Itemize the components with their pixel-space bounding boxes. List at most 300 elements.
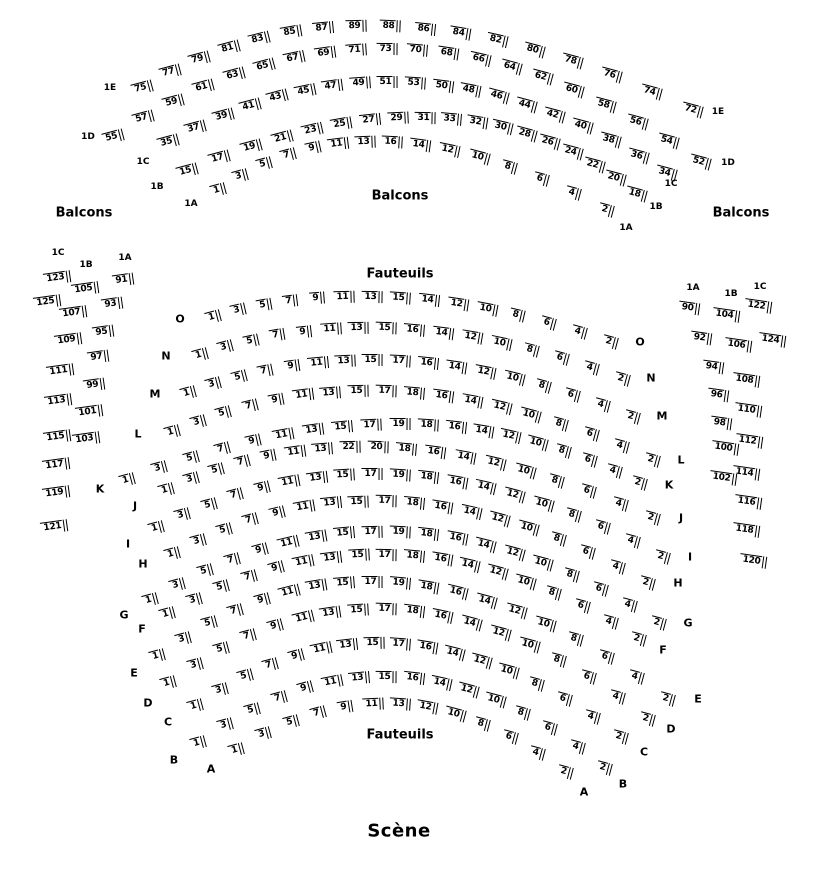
seat-1E-87[interactable] xyxy=(312,21,334,35)
seat-C-3[interactable] xyxy=(211,682,229,697)
seat-M-4[interactable] xyxy=(593,397,611,412)
seat-1B-29[interactable] xyxy=(387,111,408,124)
seat-I-13[interactable] xyxy=(306,470,328,484)
seat-1D-56[interactable] xyxy=(625,113,648,130)
seat-1A-2[interactable] xyxy=(597,202,615,217)
seat-1D-62[interactable] xyxy=(530,69,553,86)
seat-E-11[interactable] xyxy=(277,584,300,601)
seat-1D-65[interactable] xyxy=(252,57,275,74)
seat-O-3[interactable] xyxy=(230,303,247,318)
seat-M-17[interactable] xyxy=(389,354,411,367)
seat-O-14[interactable] xyxy=(418,293,440,307)
seat-1D-67[interactable] xyxy=(283,50,306,66)
seat-J-4[interactable] xyxy=(611,496,629,511)
seat-K-11[interactable] xyxy=(271,427,294,443)
seat-H-6[interactable] xyxy=(578,544,596,559)
seat-side-116[interactable] xyxy=(734,494,762,510)
seat-D-9[interactable] xyxy=(267,618,285,633)
seat-1A-13[interactable] xyxy=(354,135,375,148)
seat-side-94[interactable] xyxy=(702,360,724,375)
seat-1A-5[interactable] xyxy=(255,157,273,172)
seat-1C-48[interactable] xyxy=(459,82,482,98)
seat-1A-14[interactable] xyxy=(409,137,431,152)
seat-K-19[interactable] xyxy=(389,418,410,430)
seat-1E-84[interactable] xyxy=(449,26,472,41)
seat-1A-1[interactable] xyxy=(209,182,227,197)
seat-H-8[interactable] xyxy=(549,531,567,546)
seat-I-4[interactable] xyxy=(623,533,641,548)
seat-O-5[interactable] xyxy=(256,298,273,312)
seat-N-7[interactable] xyxy=(269,328,286,342)
seat-N-10[interactable] xyxy=(489,335,512,351)
seat-D-17[interactable] xyxy=(375,603,396,616)
seat-M-14[interactable] xyxy=(445,359,467,374)
seat-1C-43[interactable] xyxy=(266,89,289,106)
seat-side-109[interactable] xyxy=(54,332,82,348)
seat-N-3[interactable] xyxy=(217,339,235,354)
seat-J-11[interactable] xyxy=(284,444,306,459)
seat-I-16[interactable] xyxy=(445,474,468,489)
seat-D-12[interactable] xyxy=(488,624,511,641)
seat-D-10[interactable] xyxy=(517,637,540,654)
seat-J-3[interactable] xyxy=(182,472,200,487)
seat-H-5[interactable] xyxy=(215,522,233,537)
seat-1A-8[interactable] xyxy=(501,159,519,174)
seat-side-124[interactable] xyxy=(758,332,786,348)
seat-F-11[interactable] xyxy=(292,554,315,570)
seat-side-123[interactable] xyxy=(43,270,71,286)
seat-K-14[interactable] xyxy=(472,423,495,438)
seat-N-12[interactable] xyxy=(460,330,483,345)
seat-O-12[interactable] xyxy=(446,297,468,312)
seat-E-16[interactable] xyxy=(446,584,469,601)
seat-O-4[interactable] xyxy=(570,324,588,339)
seat-L-2[interactable] xyxy=(643,452,661,467)
seat-C-16[interactable] xyxy=(415,640,438,655)
seat-side-110[interactable] xyxy=(734,402,762,418)
seat-O-10[interactable] xyxy=(476,301,499,317)
seat-A-10[interactable] xyxy=(443,705,466,722)
seat-B-14[interactable] xyxy=(429,675,452,691)
seat-side-107[interactable] xyxy=(59,305,87,321)
seat-M-11[interactable] xyxy=(307,356,329,370)
seat-1E-89[interactable] xyxy=(345,19,366,32)
seat-E-9[interactable] xyxy=(253,592,271,607)
seat-1B-20[interactable] xyxy=(604,170,627,187)
seat-G-3[interactable] xyxy=(169,577,187,592)
seat-A-11[interactable] xyxy=(362,697,383,710)
seat-J-8[interactable] xyxy=(548,473,566,488)
seat-E-12[interactable] xyxy=(504,603,527,620)
seat-A-6[interactable] xyxy=(501,729,519,744)
seat-1C-38[interactable] xyxy=(598,132,621,149)
seat-1D-73[interactable] xyxy=(376,43,397,55)
seat-side-93[interactable] xyxy=(101,297,123,312)
seat-1C-41[interactable] xyxy=(238,97,261,114)
seat-K-7[interactable] xyxy=(213,441,231,456)
seat-side-96[interactable] xyxy=(707,388,729,403)
seat-G-7[interactable] xyxy=(224,552,242,567)
seat-I-10[interactable] xyxy=(532,495,555,512)
seat-side-97[interactable] xyxy=(87,350,109,365)
seat-K-4[interactable] xyxy=(605,463,623,478)
seat-side-117[interactable] xyxy=(42,457,70,473)
seat-M-13[interactable] xyxy=(334,354,355,367)
seat-N-14[interactable] xyxy=(431,326,453,341)
seat-C-7[interactable] xyxy=(261,657,279,672)
seat-A-4[interactable] xyxy=(529,745,547,760)
seat-side-106[interactable] xyxy=(724,337,752,353)
seat-D-7[interactable] xyxy=(239,629,257,644)
seat-J-22[interactable] xyxy=(339,441,360,454)
seat-1C-44[interactable] xyxy=(514,96,537,113)
seat-1E-75[interactable] xyxy=(130,79,153,96)
seat-1E-81[interactable] xyxy=(217,39,240,56)
seat-N-1[interactable] xyxy=(191,347,209,362)
seat-1D-52[interactable] xyxy=(688,153,711,170)
seat-H-10[interactable] xyxy=(517,520,540,537)
seat-side-118[interactable] xyxy=(732,522,760,538)
seat-K-8[interactable] xyxy=(554,443,572,458)
seat-F-12[interactable] xyxy=(486,564,509,581)
seat-I-1[interactable] xyxy=(147,520,165,535)
seat-E-13[interactable] xyxy=(305,579,328,594)
seat-I-14[interactable] xyxy=(474,479,497,495)
seat-L-4[interactable] xyxy=(612,439,630,454)
seat-side-125[interactable] xyxy=(33,294,61,310)
seat-D-18[interactable] xyxy=(403,604,425,618)
seat-H-7[interactable] xyxy=(242,513,260,528)
seat-N-6[interactable] xyxy=(552,351,570,366)
seat-D-6[interactable] xyxy=(579,669,597,684)
seat-G-1[interactable] xyxy=(141,592,159,607)
seat-B-2[interactable] xyxy=(595,760,613,775)
seat-side-98[interactable] xyxy=(710,416,732,431)
seat-C-9[interactable] xyxy=(287,648,305,663)
seat-O-9[interactable] xyxy=(309,292,325,305)
seat-1D-57[interactable] xyxy=(131,110,154,127)
seat-L-1[interactable] xyxy=(163,424,181,439)
seat-D-3[interactable] xyxy=(186,657,204,672)
seat-M-7[interactable] xyxy=(257,363,274,378)
seat-G-9[interactable] xyxy=(251,542,269,557)
seat-1C-49[interactable] xyxy=(349,77,371,90)
seat-E-14[interactable] xyxy=(475,592,498,609)
seat-D-11[interactable] xyxy=(291,610,314,627)
seat-L-6[interactable] xyxy=(582,427,600,442)
seat-1D-68[interactable] xyxy=(437,46,459,61)
seat-J-1[interactable] xyxy=(157,482,175,497)
seat-1C-37[interactable] xyxy=(184,120,207,137)
seat-H-2[interactable] xyxy=(638,575,656,590)
seat-side-104[interactable] xyxy=(712,307,740,323)
seat-N-5[interactable] xyxy=(243,333,260,348)
seat-1D-66[interactable] xyxy=(468,51,491,67)
seat-C-1[interactable] xyxy=(186,698,204,713)
seat-1D-69[interactable] xyxy=(314,45,336,60)
seat-K-18[interactable] xyxy=(417,418,439,431)
seat-D-2[interactable] xyxy=(638,711,656,726)
seat-I-11[interactable] xyxy=(278,474,301,490)
seat-side-102[interactable] xyxy=(709,470,737,486)
seat-J-5[interactable] xyxy=(207,462,225,477)
seat-M-9[interactable] xyxy=(283,359,300,373)
seat-1E-80[interactable] xyxy=(523,41,546,58)
seat-K-3[interactable] xyxy=(150,460,168,475)
seat-B-9[interactable] xyxy=(297,681,315,696)
seat-F-7[interactable] xyxy=(240,569,258,584)
seat-C-12[interactable] xyxy=(469,652,492,669)
seat-L-13[interactable] xyxy=(320,386,342,400)
seat-G-10[interactable] xyxy=(531,554,554,571)
seat-1B-17[interactable] xyxy=(208,150,231,167)
seat-1C-42[interactable] xyxy=(542,106,565,123)
seat-E-10[interactable] xyxy=(534,616,557,633)
seat-1C-51[interactable] xyxy=(377,76,398,88)
seat-H-14[interactable] xyxy=(459,504,482,520)
seat-A-2[interactable] xyxy=(556,764,574,779)
seat-F-13[interactable] xyxy=(320,550,342,565)
seat-1A-10[interactable] xyxy=(467,148,490,165)
seat-1C-36[interactable] xyxy=(626,147,649,164)
seat-side-112[interactable] xyxy=(735,433,763,449)
seat-side-100[interactable] xyxy=(711,440,739,456)
seat-F-16[interactable] xyxy=(430,552,453,567)
seat-M-15[interactable] xyxy=(362,354,383,366)
seat-B-10[interactable] xyxy=(483,691,506,708)
seat-F-17[interactable] xyxy=(376,548,397,560)
seat-side-95[interactable] xyxy=(92,325,114,340)
seat-C-15[interactable] xyxy=(363,637,384,649)
seat-O-11[interactable] xyxy=(334,291,355,304)
seat-F-5[interactable] xyxy=(213,580,231,595)
seat-B-3[interactable] xyxy=(216,717,234,732)
seat-1C-35[interactable] xyxy=(156,133,179,150)
seat-E-4[interactable] xyxy=(627,669,645,684)
seat-B-12[interactable] xyxy=(456,681,479,698)
seat-C-10[interactable] xyxy=(496,663,519,680)
seat-1A-11[interactable] xyxy=(327,137,349,152)
seat-G-18[interactable] xyxy=(417,527,439,541)
seat-1E-88[interactable] xyxy=(379,20,400,33)
seat-J-14[interactable] xyxy=(454,449,477,465)
seat-O-6[interactable] xyxy=(539,315,557,330)
seat-D-16[interactable] xyxy=(431,608,454,624)
seat-F-9[interactable] xyxy=(267,561,285,576)
seat-C-11[interactable] xyxy=(310,641,333,657)
seat-A-5[interactable] xyxy=(282,714,300,729)
seat-L-11[interactable] xyxy=(292,388,314,403)
seat-I-18[interactable] xyxy=(417,470,439,484)
seat-1D-60[interactable] xyxy=(562,81,585,98)
seat-D-14[interactable] xyxy=(459,615,482,632)
seat-L-9[interactable] xyxy=(268,392,285,407)
seat-M-16[interactable] xyxy=(417,356,439,370)
seat-N-13[interactable] xyxy=(348,322,369,334)
seat-C-6[interactable] xyxy=(555,691,573,706)
seat-E-6[interactable] xyxy=(597,649,615,664)
seat-1B-24[interactable] xyxy=(560,144,583,161)
seat-G-12[interactable] xyxy=(502,544,525,561)
seat-1B-30[interactable] xyxy=(490,119,513,135)
seat-H-15[interactable] xyxy=(348,495,369,508)
seat-G-8[interactable] xyxy=(562,567,580,582)
seat-side-103[interactable] xyxy=(72,431,100,447)
seat-E-19[interactable] xyxy=(389,576,411,590)
seat-M-5[interactable] xyxy=(230,369,248,384)
seat-1B-23[interactable] xyxy=(300,122,323,138)
seat-L-8[interactable] xyxy=(552,416,570,431)
seat-J-6[interactable] xyxy=(579,484,597,499)
seat-F-8[interactable] xyxy=(545,585,563,600)
seat-K-10[interactable] xyxy=(525,434,548,451)
seat-K-1[interactable] xyxy=(118,472,136,487)
seat-A-3[interactable] xyxy=(254,727,272,742)
seat-1B-33[interactable] xyxy=(440,112,462,126)
seat-A-8[interactable] xyxy=(474,716,492,731)
seat-1A-9[interactable] xyxy=(304,141,321,156)
seat-I-7[interactable] xyxy=(227,488,245,503)
seat-N-16[interactable] xyxy=(403,323,425,337)
seat-E-5[interactable] xyxy=(200,616,218,631)
seat-1E-79[interactable] xyxy=(187,50,210,67)
seat-M-6[interactable] xyxy=(563,387,581,402)
seat-F-18[interactable] xyxy=(403,549,425,563)
seat-1E-82[interactable] xyxy=(485,32,508,48)
seat-A-13[interactable] xyxy=(389,697,411,710)
seat-side-99[interactable] xyxy=(83,378,105,393)
seat-F-14[interactable] xyxy=(458,557,481,573)
seat-I-19[interactable] xyxy=(389,468,411,481)
seat-side-119[interactable] xyxy=(42,485,70,501)
seat-C-8[interactable] xyxy=(527,676,545,691)
seat-G-15[interactable] xyxy=(333,526,355,540)
seat-F-6[interactable] xyxy=(573,599,591,614)
seat-E-3[interactable] xyxy=(174,631,192,646)
seat-B-16[interactable] xyxy=(402,671,424,685)
seat-1B-15[interactable] xyxy=(175,162,198,179)
seat-1B-26[interactable] xyxy=(538,134,561,151)
seat-E-2[interactable] xyxy=(658,691,676,706)
seat-J-20[interactable] xyxy=(367,441,388,454)
seat-1B-27[interactable] xyxy=(359,113,381,127)
seat-H-4[interactable] xyxy=(608,559,626,574)
seat-F-3[interactable] xyxy=(185,592,203,607)
seat-1C-50[interactable] xyxy=(432,78,454,93)
seat-G-17[interactable] xyxy=(361,525,382,538)
seat-1E-78[interactable] xyxy=(561,53,584,70)
seat-G-11[interactable] xyxy=(276,534,299,550)
seat-K-15[interactable] xyxy=(331,420,353,434)
seat-D-15[interactable] xyxy=(347,603,369,616)
seat-G-16[interactable] xyxy=(445,531,468,547)
seat-A-9[interactable] xyxy=(337,700,354,714)
seat-F-1[interactable] xyxy=(158,606,176,621)
seat-I-5[interactable] xyxy=(200,497,218,512)
seat-N-8[interactable] xyxy=(522,342,539,357)
seat-J-9[interactable] xyxy=(260,449,277,464)
seat-G-13[interactable] xyxy=(304,529,327,544)
seat-D-5[interactable] xyxy=(212,642,230,657)
seat-L-10[interactable] xyxy=(519,406,542,423)
seat-B-6[interactable] xyxy=(541,721,559,736)
seat-O-15[interactable] xyxy=(389,291,411,304)
seat-I-12[interactable] xyxy=(503,486,526,503)
seat-I-2[interactable] xyxy=(653,549,671,564)
seat-D-13[interactable] xyxy=(319,605,341,620)
seat-K-2[interactable] xyxy=(630,475,648,490)
seat-F-15[interactable] xyxy=(348,548,370,561)
seat-1D-71[interactable] xyxy=(345,43,367,56)
seat-A-12[interactable] xyxy=(416,700,439,716)
seat-L-12[interactable] xyxy=(489,399,512,415)
seat-K-9[interactable] xyxy=(244,433,261,448)
seat-G-19[interactable] xyxy=(389,526,410,539)
seat-H-12[interactable] xyxy=(488,511,511,528)
seat-B-13[interactable] xyxy=(348,671,370,685)
seat-G-6[interactable] xyxy=(591,581,609,596)
seat-H-3[interactable] xyxy=(189,533,207,548)
seat-1A-6[interactable] xyxy=(532,171,550,186)
seat-side-108[interactable] xyxy=(732,372,760,388)
seat-N-11[interactable] xyxy=(320,323,342,336)
seat-L-5[interactable] xyxy=(215,405,233,420)
seat-M-8[interactable] xyxy=(534,378,552,393)
seat-1C-53[interactable] xyxy=(404,76,426,89)
seat-L-7[interactable] xyxy=(241,398,258,413)
seat-1D-70[interactable] xyxy=(407,43,429,57)
seat-H-18[interactable] xyxy=(403,496,425,510)
seat-K-13[interactable] xyxy=(302,423,324,438)
seat-1D-61[interactable] xyxy=(192,79,215,96)
seat-J-2[interactable] xyxy=(643,510,661,525)
seat-J-12[interactable] xyxy=(483,455,506,471)
seat-E-8[interactable] xyxy=(567,632,585,647)
seat-E-18[interactable] xyxy=(417,579,440,594)
seat-C-17[interactable] xyxy=(389,637,411,651)
seat-C-4[interactable] xyxy=(583,709,601,724)
seat-I-15[interactable] xyxy=(333,468,355,481)
seat-side-91[interactable] xyxy=(112,273,134,288)
seat-1D-64[interactable] xyxy=(499,59,522,76)
seat-M-2[interactable] xyxy=(623,409,641,424)
seat-1E-76[interactable] xyxy=(600,67,623,84)
seat-L-18[interactable] xyxy=(403,386,425,400)
seat-1A-12[interactable] xyxy=(438,142,461,158)
seat-H-13[interactable] xyxy=(320,496,342,510)
seat-M-3[interactable] xyxy=(205,376,223,391)
seat-I-3[interactable] xyxy=(173,508,191,523)
seat-J-18[interactable] xyxy=(395,442,417,456)
seat-side-121[interactable] xyxy=(40,519,68,535)
seat-side-122[interactable] xyxy=(744,298,772,314)
seat-1E-85[interactable] xyxy=(279,24,302,39)
seat-side-113[interactable] xyxy=(44,393,72,409)
seat-B-5[interactable] xyxy=(243,702,261,717)
seat-side-101[interactable] xyxy=(75,404,103,420)
seat-E-17[interactable] xyxy=(361,576,382,588)
seat-K-17[interactable] xyxy=(361,418,382,431)
seat-1B-22[interactable] xyxy=(583,156,606,173)
seat-K-12[interactable] xyxy=(499,428,522,444)
seat-1D-59[interactable] xyxy=(161,93,184,110)
seat-B-7[interactable] xyxy=(270,690,288,705)
seat-G-5[interactable] xyxy=(196,563,214,578)
seat-D-8[interactable] xyxy=(549,652,567,667)
seat-K-5[interactable] xyxy=(182,450,200,465)
seat-M-1[interactable] xyxy=(179,385,197,400)
seat-J-10[interactable] xyxy=(514,463,537,480)
